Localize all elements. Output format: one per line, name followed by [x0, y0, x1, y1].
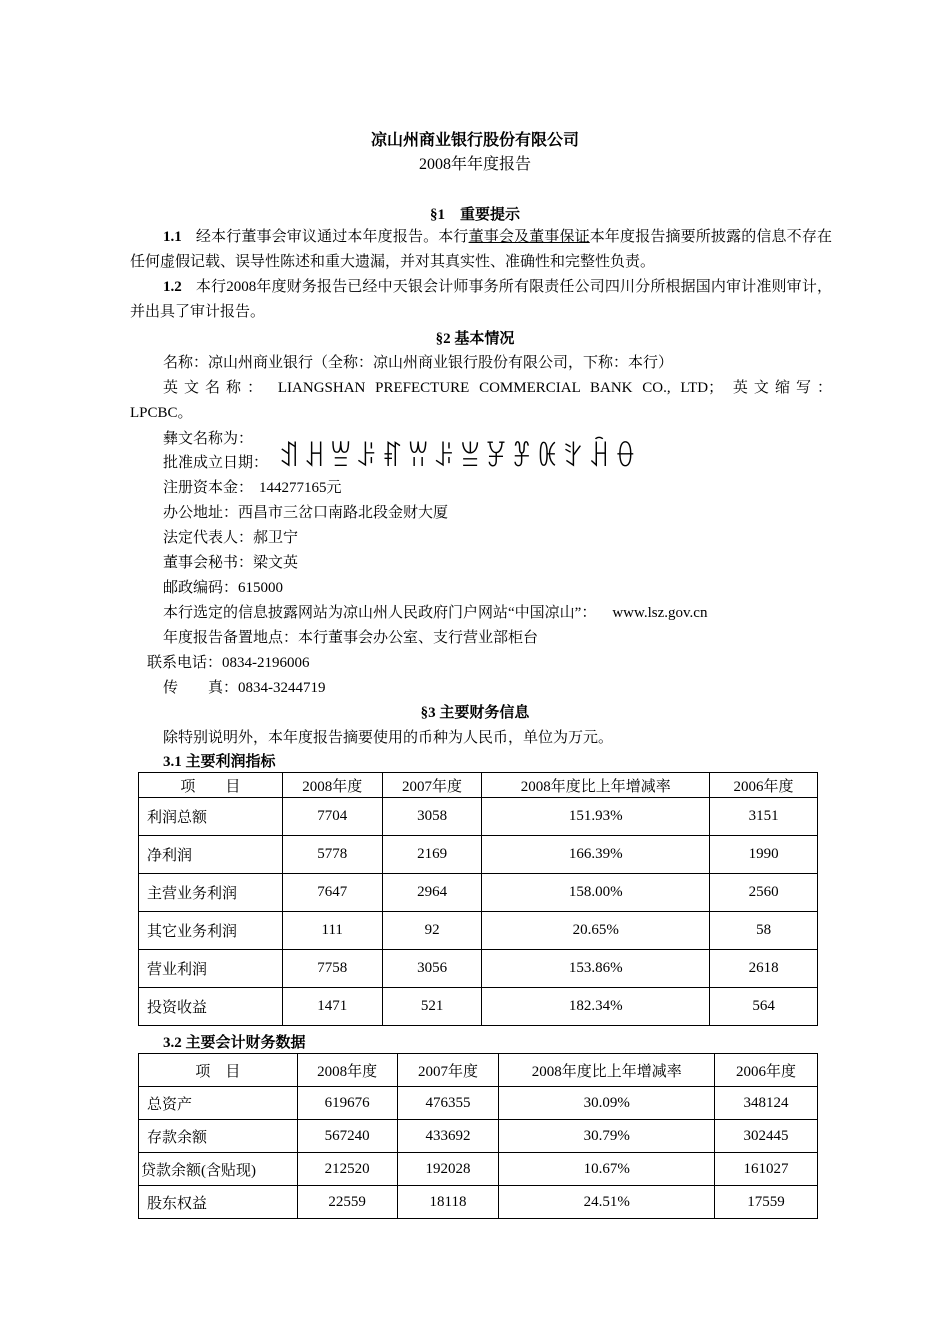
table-header-row — [139, 1054, 818, 1087]
established-date-label: 批准成立日期： — [163, 455, 269, 471]
paragraph-text: 本行2008年度财务报告已经中天银会计师事务所有限责任公司四川分所根据国内审计准则审计，并出具了审计报告。 — [130, 279, 832, 320]
archive-location: 年度报告备置地点：本行董事会办公室、支行营业部柜台 — [163, 630, 539, 646]
table-header-row — [139, 773, 818, 798]
yi-script-name: ꀊꃅꁡꌠꐥꀕꌠꁈꐯꐞꀚꇬꃄꂷ — [278, 436, 640, 473]
table-cell: 111 — [282, 912, 382, 950]
table-cell: 1990 — [710, 836, 818, 874]
table-row — [139, 1186, 818, 1219]
underlined-text: 董事会及董事保证 — [468, 229, 590, 245]
website-label: 本行选定的信息披露网站为凉山州人民政府门户网站“中国凉山”： — [163, 605, 597, 621]
column-header: 2008年度比上年增减率 — [499, 1054, 715, 1087]
table-cell: 22559 — [297, 1186, 397, 1219]
website-link[interactable]: www.lsz.gov.cn — [612, 605, 708, 621]
column-header: 项 目 — [139, 773, 283, 798]
fax-value: 0834-3244719 — [238, 680, 326, 696]
postcode: 邮政编码：615000 — [163, 580, 284, 596]
table-row — [139, 836, 818, 874]
table-row — [139, 1120, 818, 1153]
profit-table-title: 3.1 主要利润指标 — [163, 754, 276, 770]
table-row — [139, 950, 818, 988]
table-cell: 3058 — [382, 798, 482, 836]
capital-value: 144277165元 — [259, 480, 342, 496]
table-cell: 营业利润 — [139, 950, 283, 988]
legal-representative: 法定代表人：郝卫宁 — [163, 530, 299, 546]
table-cell: 5778 — [282, 836, 382, 874]
table-cell: 2560 — [710, 874, 818, 912]
report-title: 2008年年度报告 — [418, 156, 531, 173]
table-cell: 192028 — [397, 1153, 499, 1186]
table-cell: 7758 — [282, 950, 382, 988]
table-cell: 7704 — [282, 798, 382, 836]
accounting-table-title: 3.2 主要会计财务数据 — [163, 1035, 306, 1051]
table-cell: 净利润 — [139, 836, 283, 874]
table-cell: 153.86% — [482, 950, 710, 988]
table-cell: 151.93% — [482, 798, 710, 836]
table-cell: 贷款余额(含贴现) — [139, 1153, 298, 1186]
section1-heading: §1 重要提示 — [429, 207, 520, 223]
company-title: 凉山州商业银行股份有限公司 — [370, 132, 579, 149]
paragraph-text: 经本行董事会审议通过本年度报告。本行 — [195, 229, 469, 245]
column-header: 2006年度 — [710, 773, 818, 798]
table-cell: 总资产 — [139, 1087, 298, 1120]
board-secretary: 董事会秘书：梁文英 — [163, 555, 299, 571]
table-cell: 521 — [382, 988, 482, 1026]
table-cell: 2618 — [710, 950, 818, 988]
bank-name-line: 名称：凉山州商业银行（全称：凉山州商业银行股份有限公司，下称：本行） — [163, 355, 674, 371]
accounting-table — [138, 1053, 818, 1219]
table-cell: 302445 — [715, 1120, 818, 1153]
table-cell: 348124 — [715, 1087, 818, 1120]
office-address: 办公地址：西昌市三岔口南路北段金财大厦 — [163, 505, 449, 521]
table-cell: 其它业务利润 — [139, 912, 283, 950]
table-cell: 166.39% — [482, 836, 710, 874]
table-cell: 564 — [710, 988, 818, 1026]
section3-heading: §3 主要财务信息 — [420, 705, 530, 721]
column-header: 2008年度 — [282, 773, 382, 798]
profit-table — [138, 772, 818, 1026]
table-cell: 1471 — [282, 988, 382, 1026]
table-row — [139, 874, 818, 912]
fax-label: 传 真： — [163, 680, 239, 696]
column-header: 2008年度 — [297, 1054, 397, 1087]
table-cell: 2169 — [382, 836, 482, 874]
table-cell: 567240 — [297, 1120, 397, 1153]
english-name-line: 英文名称： LIANGSHAN PREFECTURE COMMERCIAL BANK CO., LTD； 英文缩写： — [163, 380, 832, 396]
table-cell: 利润总额 — [139, 798, 283, 836]
table-cell: 3056 — [382, 950, 482, 988]
paragraph-1-2 — [130, 275, 832, 325]
paragraph-text: 本年度报告摘要所披露的信息不存在任何虚假记载、误导性陈述和重大遗漏，并对其真实性、准确性和完整性负责。 — [130, 229, 832, 270]
table-cell: 24.51% — [499, 1186, 715, 1219]
table-cell: 212520 — [297, 1153, 397, 1186]
capital-label: 注册资本金： — [163, 480, 254, 496]
paragraph-1-1 — [130, 225, 832, 275]
table-cell: 股东权益 — [139, 1186, 298, 1219]
phone: 联系电话：0834-2196006 — [147, 655, 310, 671]
table-cell: 158.00% — [482, 874, 710, 912]
table-row — [139, 798, 818, 836]
table-cell: 投资收益 — [139, 988, 283, 1026]
table-row — [139, 988, 818, 1026]
table-cell: 17559 — [715, 1186, 818, 1219]
column-header: 2007年度 — [382, 773, 482, 798]
table-cell: 10.67% — [499, 1153, 715, 1186]
paragraph-number: 1.2 — [163, 279, 182, 295]
registered-capital-line — [163, 476, 342, 497]
table-cell: 433692 — [397, 1120, 499, 1153]
paragraph-number: 1.1 — [163, 229, 182, 245]
table-cell: 161027 — [715, 1153, 818, 1186]
fax — [163, 676, 326, 697]
table-cell: 182.34% — [482, 988, 710, 1026]
table-cell: 20.65% — [482, 912, 710, 950]
table-cell: 30.09% — [499, 1087, 715, 1120]
table-cell: 476355 — [397, 1087, 499, 1120]
table-cell: 18118 — [397, 1186, 499, 1219]
english-abbr: LPCBC。 — [130, 405, 193, 421]
table-cell: 主营业务利润 — [139, 874, 283, 912]
yi-name-label: 彝文名称为： — [163, 431, 254, 447]
column-header: 2006年度 — [715, 1054, 818, 1087]
table-cell: 存款余额 — [139, 1120, 298, 1153]
column-header: 2008年度比上年增减率 — [482, 773, 710, 798]
table-row — [139, 1087, 818, 1120]
table-row — [139, 912, 818, 950]
disclosure-website-line — [163, 601, 707, 622]
currency-note: 除特别说明外，本年度报告摘要使用的币种为人民币，单位为万元。 — [163, 730, 614, 746]
table-cell: 7647 — [282, 874, 382, 912]
column-header: 2007年度 — [397, 1054, 499, 1087]
table-cell: 92 — [382, 912, 482, 950]
table-cell: 3151 — [710, 798, 818, 836]
table-cell: 2964 — [382, 874, 482, 912]
table-cell: 30.79% — [499, 1120, 715, 1153]
section2-heading: §2 基本情况 — [435, 331, 515, 347]
table-cell: 619676 — [297, 1087, 397, 1120]
column-header: 项 目 — [139, 1054, 298, 1087]
table-row — [139, 1153, 818, 1186]
table-cell: 58 — [710, 912, 818, 950]
